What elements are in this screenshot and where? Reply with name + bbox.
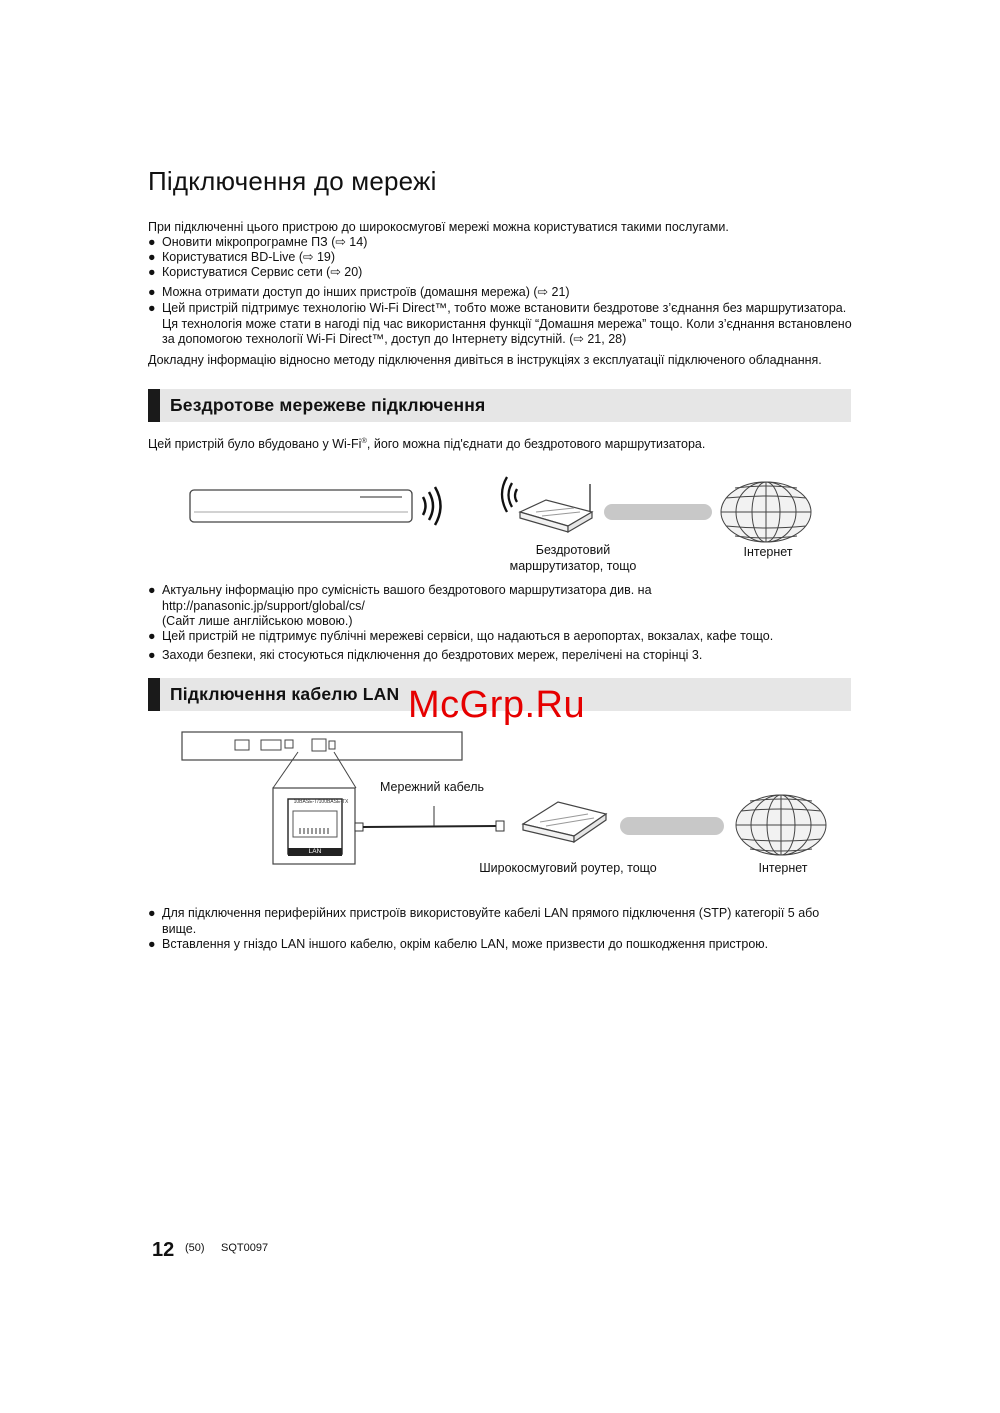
bullet-dot: ● — [148, 301, 156, 315]
url-note: (Сайт лише англійською мовою.) — [162, 614, 353, 628]
wireless-bullet — [148, 629, 848, 645]
internet-globe-icon — [721, 482, 811, 542]
bullet-dot: ● — [148, 250, 156, 264]
bullet-text: Актуальну інформацію про сумісність вашого бездротового маршрутизатора див. на — [162, 583, 652, 597]
bullet-dot: ● — [148, 265, 156, 279]
note-text: Можна отримати доступ до інших пристроїв (домашня мережа) (⇨ 21) — [162, 285, 570, 299]
support-link[interactable]: http://panasonic.jp/support/global/cs/ — [162, 598, 365, 613]
service-item — [148, 265, 848, 281]
port-name-label: LAN — [308, 848, 322, 855]
wifi-signal-icon — [423, 487, 441, 525]
cable-label: Мережний кабель — [379, 780, 485, 794]
wireless-diagram — [180, 464, 840, 544]
lan-cable — [355, 806, 504, 831]
section-marker — [148, 678, 160, 711]
page-reference: (50) — [185, 1242, 205, 1254]
lan-bullet — [148, 906, 854, 937]
bullet-dot: ● — [148, 906, 156, 920]
service-item — [148, 250, 848, 266]
lan-diagram — [178, 728, 838, 868]
section-title: Підключення кабелю LAN — [170, 684, 400, 704]
bullet-dot: ● — [148, 648, 156, 662]
service-item — [148, 235, 848, 251]
bullet-dot: ● — [148, 583, 156, 597]
details-text: Докладну інформацію відносно методу підключення дивіться в інструкціях з експлуатації підключеного обладнання. — [148, 353, 822, 367]
note-item — [148, 301, 854, 348]
note-item — [148, 285, 858, 301]
wireless-bullet — [148, 648, 848, 664]
internet-caption: Інтернет — [758, 861, 808, 875]
section-marker — [148, 389, 160, 422]
service-label: Користуватися Сервис сети (⇨ 20) — [162, 265, 363, 279]
bullet-text: Заходи безпеки, які стосуються підключення до бездротових мереж, перелічені на сторінці 3. — [162, 648, 703, 662]
internet-caption: Інтернет — [743, 545, 793, 559]
wifi-router-signal-icon — [502, 477, 517, 512]
bullet-dot: ● — [148, 937, 156, 951]
wireless-bullet — [148, 583, 848, 630]
section-title: Бездротове мережеве підключення — [170, 395, 486, 415]
broadband-router-icon — [523, 802, 606, 842]
lan-bullet — [148, 937, 854, 953]
bullet-text: Вставлення у гніздо LAN іншого кабелю, окрім кабелю LAN, може призвести до пошкодження пристрою. — [162, 937, 769, 951]
page-number: 12 — [152, 1239, 175, 1261]
router-caption: Широкосмуговий роутер, тощо — [479, 861, 657, 875]
wireless-intro: Цей пристрій було вбудовано у Wi-Fi®, його можна під'єднати до бездротового маршрутизатора. — [148, 435, 706, 451]
intro-text: При підключенні цього пристрою до широкосмуговї мережі можна користуватися такими послугами. — [148, 220, 729, 234]
connection-line — [604, 504, 712, 520]
bullet-text: Для підключення периферійних пристроїв використовуйте кабелі LAN прямого підключення (STP) категорії 5 або вище. — [162, 906, 820, 936]
note-text: Цей пристрій підтримує технологію Wi-Fi Direct™, тобто може встановити бездротове з’єднання без маршрутизатора. Ця технологія може стати в нагоді під час використання функції “Домашня мережа” тощо. Коли з’єднання встановлено за допомогою технології Wi-Fi Direct™, доступ до Інтернету відсутній. (⇨ 21, 28) — [162, 301, 852, 346]
service-label: Користуватися BD-Live (⇨ 19) — [162, 250, 336, 264]
port-spec-label: 10BASE-T/100BASE-TX — [293, 799, 349, 805]
bullet-dot: ● — [148, 629, 156, 643]
bd-player-icon — [190, 490, 412, 522]
doc-code: SQT0097 — [221, 1242, 269, 1254]
internet-globe-icon — [736, 795, 826, 855]
bd-player-rear-icon — [182, 732, 462, 760]
watermark: McGrp.Ru — [408, 684, 586, 726]
bullet-text: Цей пристрій не підтримує публічні мережеві сервіси, що надаються в аеропортах, вокзалах, кафе тощо. — [162, 629, 774, 643]
router-caption: Бездротовий маршрутизатор, тощо — [509, 543, 637, 573]
connection-line — [620, 817, 724, 835]
bullet-dot: ● — [148, 235, 156, 249]
section-header-wireless — [148, 389, 851, 422]
wireless-router-icon — [520, 484, 592, 532]
service-label: Оновити мікропрограмне ПЗ (⇨ 14) — [162, 235, 368, 249]
page-title: Підключення до мережі — [148, 166, 437, 196]
bullet-dot: ● — [148, 285, 156, 299]
